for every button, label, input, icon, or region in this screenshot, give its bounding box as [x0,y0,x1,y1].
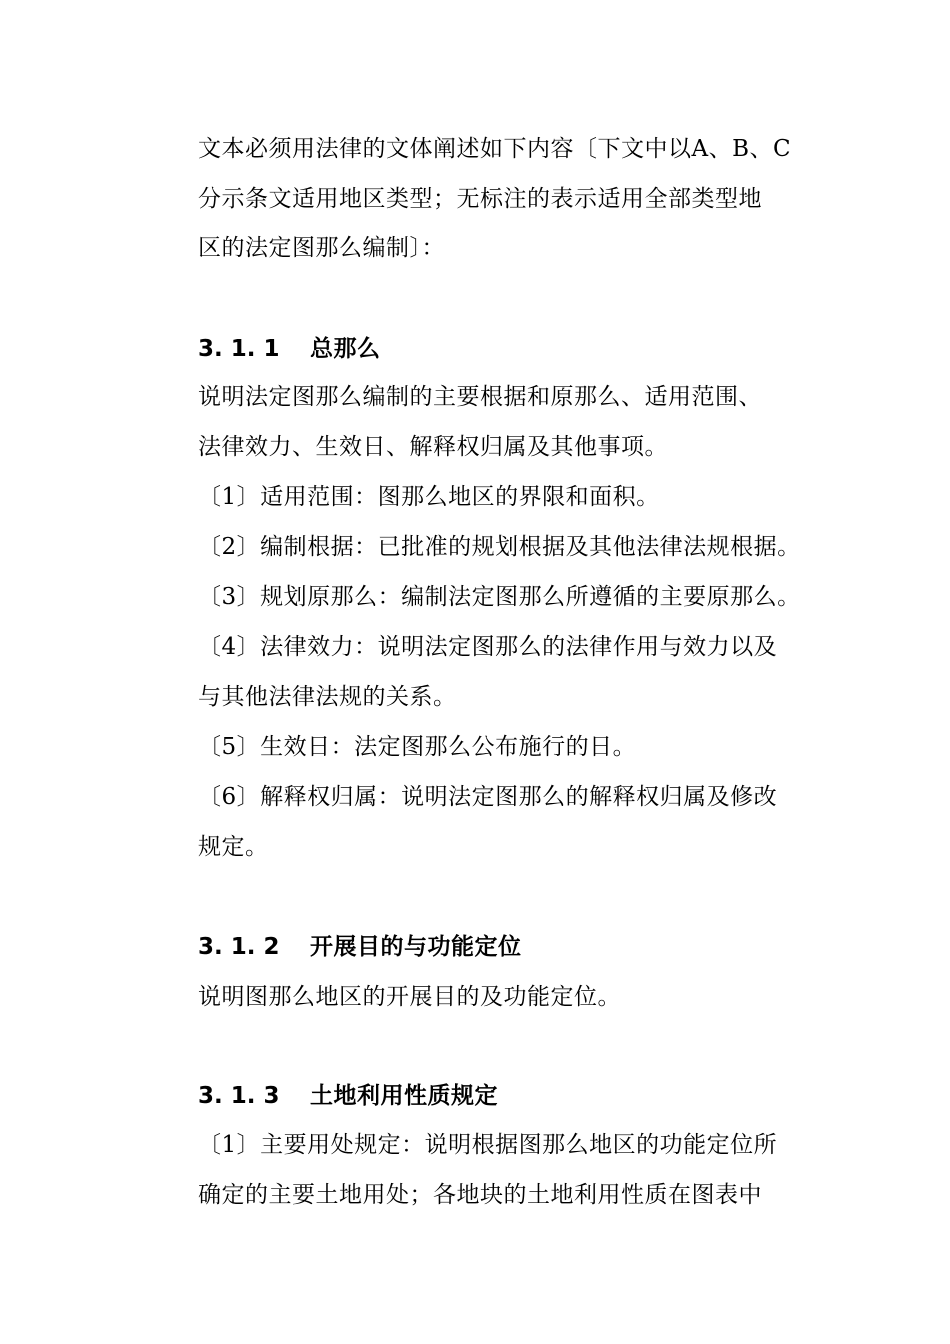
section-title: 总那么 [310,336,381,362]
list-item-main-use: 〔1〕主要用处规定：说明根据图那么地区的功能定位所 [198,1132,778,1158]
list-item-interpretation: 〔6〕解释权归属：说明法定图那么的解释权归属及修改 [198,784,778,810]
intro-line-1: 文本必须用法律的文体阐述如下内容〔下文中以A、B、C [198,136,792,162]
section-heading-3-1-2 [198,932,522,962]
paragraph-line: 说明法定图那么编制的主要根据和原那么、适用范围、 [198,384,762,410]
intro-line-2: 分示条文适用地区类型；无标注的表示适用全部类型地 [198,186,762,212]
list-item-main-use-cont: 确定的主要土地用处；各地块的土地利用性质在图表中 [198,1182,762,1208]
paragraph-line: 法律效力、生效日、解释权归属及其他事项。 [198,434,668,460]
section-title: 开展目的与功能定位 [310,934,522,960]
list-item-principles: 〔3〕规划原那么：编制法定图那么所遵循的主要原那么。 [198,584,801,610]
list-item-legal-effect: 〔4〕法律效力：说明法定图那么的法律作用与效力以及 [198,634,778,660]
list-item-effective-date: 〔5〕生效日：法定图那么公布施行的日。 [198,734,637,760]
list-item-scope: 〔1〕适用范围：图那么地区的界限和面积。 [198,484,660,510]
paragraph-line: 说明图那么地区的开展目的及功能定位。 [198,984,621,1010]
list-item-legal-effect-cont: 与其他法律法规的关系。 [198,684,457,710]
section-number: 3. 1. 1 [198,336,280,362]
list-item-interpretation-cont: 规定。 [198,834,269,860]
section-heading-3-1-1 [198,334,381,364]
section-heading-3-1-3 [198,1081,498,1111]
intro-line-3: 区的法定图那么编制〕： [198,235,445,261]
section-title: 土地利用性质规定 [310,1083,498,1109]
section-number: 3. 1. 3 [198,1083,280,1109]
section-number: 3. 1. 2 [198,934,280,960]
list-item-basis: 〔2〕编制根据：已批准的规划根据及其他法律法规根据。 [198,534,801,560]
